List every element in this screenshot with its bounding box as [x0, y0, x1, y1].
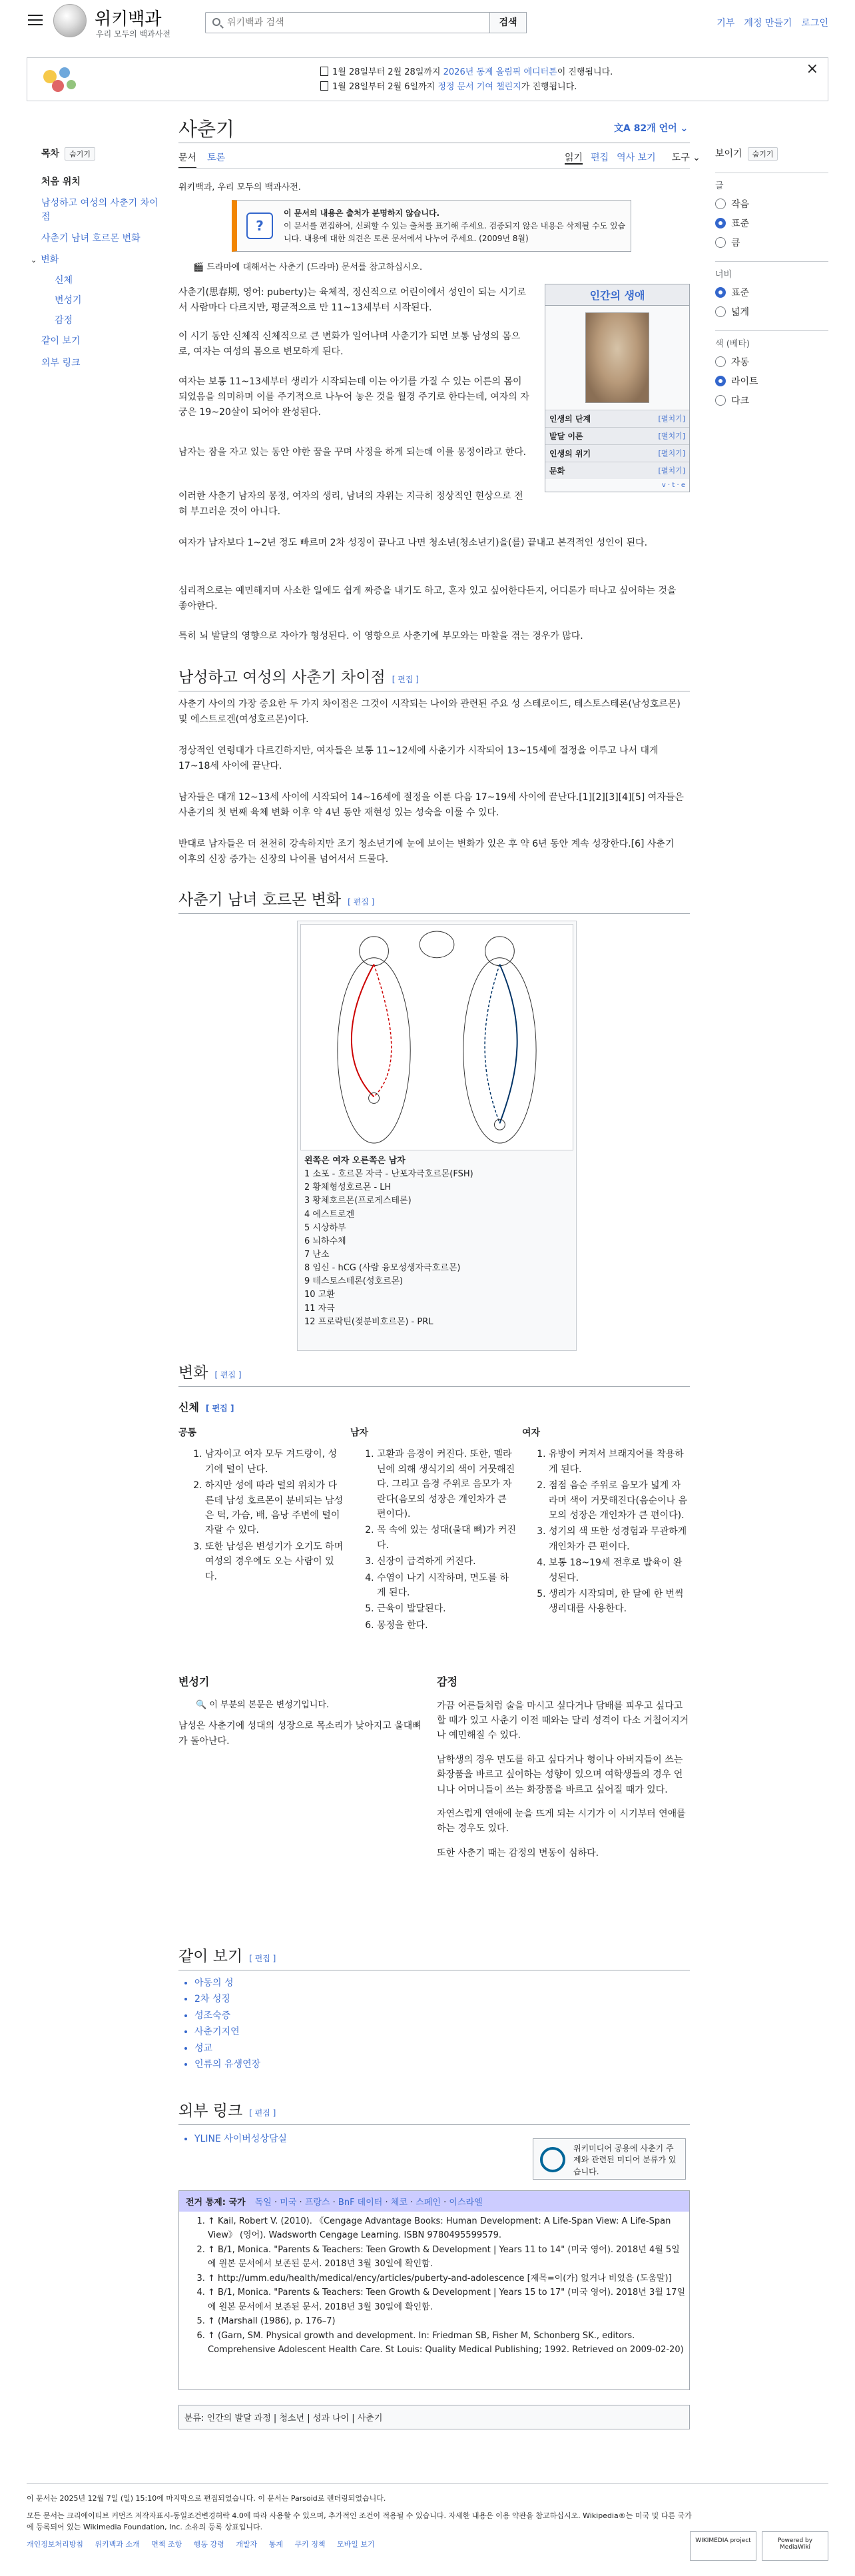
donate-link[interactable]: 기부: [716, 18, 735, 29]
list-item: 6. 몽정을 한다.: [377, 1618, 517, 1633]
list-item: 5. 근육이 발달된다.: [377, 1601, 517, 1616]
divider: [27, 2483, 828, 2484]
subsection-heading: 감정: [437, 1675, 457, 1688]
reference-item: 6. ↑ (Garn, SM. Physical growth and development. In: Friedman SB, Fisher M, Schonberg SK., editors. Comprehensive Adolescent Health Care. St Louis: Quality Medical Publishing; 1992. Retrieved on 2009-02-20): [208, 2329, 687, 2358]
magnifier-icon: 🔍: [196, 1699, 210, 1710]
intro-paragraph: 남자는 잠을 자고 있는 동안 야한 꿈을 꾸며 사정을 하게 되는데 이를 몽정이라고 한다.: [178, 447, 527, 458]
tab-edit[interactable]: 편집: [591, 153, 609, 163]
mediawiki-badge[interactable]: Powered by MediaWiki: [762, 2531, 828, 2561]
notice-line-1: 1월 28일부터 2월 28일까지 2026년 동계 올림픽 에디터톤이 진행됩니다.: [320, 65, 613, 77]
see-also-link[interactable]: • 사춘기지연: [194, 2024, 445, 2039]
footer-link[interactable]: 개발자: [236, 2539, 258, 2549]
footer-link[interactable]: 개인정보처리방침: [27, 2539, 84, 2549]
footer-link[interactable]: 통계: [268, 2539, 283, 2549]
reference-item: 5. ↑ (Marshall (1986), p. 176–7): [208, 2314, 687, 2328]
wikimedia-badge[interactable]: WIKIMEDIA project: [690, 2531, 756, 2561]
change-list: [350, 1447, 517, 1633]
color-dark-radio[interactable]: 다크: [715, 394, 828, 407]
list-item: 4. 수염이 나기 시작하며, 면도를 하게 된다.: [377, 1571, 517, 1601]
license-text: 모든 문서는 크리에이티브 커먼즈 저작자표시-동일조건변경허락 4.0에 따라 사용할 수 있으며, 추가적인 조건이 적용될 수 있습니다. 자세한 내용은 이용 약관을 참고하십시오. Wikipedia®는 미국 및 다른 국가에 등록되어 있는 Wikimedia Foundation, Inc. 소유의 등록 상표입니다.: [27, 2511, 692, 2532]
site-name[interactable]: 위키백과: [95, 9, 162, 29]
caption-head: 왼쪽은 여자 오른쪽은 남자: [304, 1156, 406, 1166]
external-list: [178, 2132, 445, 2148]
voice-section: [178, 1673, 425, 1749]
chevron-down-icon[interactable]: ⌄: [31, 256, 37, 265]
appearance-hide-button[interactable]: 숨기기: [748, 147, 778, 161]
see-also-link[interactable]: • 2차 성징: [194, 1992, 445, 2006]
edit-link[interactable]: [ 편집 ]: [392, 675, 419, 684]
fetus-image[interactable]: [585, 312, 649, 403]
caption-item: 11 자극: [304, 1303, 335, 1314]
caption-item: 6 뇌하수체: [304, 1236, 346, 1246]
external-link[interactable]: • YLINE 사이버성상담실: [194, 2132, 445, 2146]
navbox-links[interactable]: v · t · e: [661, 482, 685, 489]
divider: [178, 168, 690, 169]
hormone-figure: [297, 921, 577, 1351]
wikipedia-logo[interactable]: [53, 4, 87, 37]
search-icon: [212, 18, 220, 26]
section-paragraph: 사춘기 사이의 가장 중요한 두 가지 차이점은 그것이 시작되는 나이와 관련된 주요 성 스테로이드, 테스토스테론(남성호르몬) 및 에스트로겐(여성호르몬)이다.: [178, 699, 681, 725]
reference-item: 2. ↑ B/1, Monica. "Parents & Teachers: Teen Growth & Development | Years 11 to 14" (미국 영어). 2018년 4월 5일에 원본 문서에서 보존된 문서. 2018년 3월 30일에 확인함.: [208, 2243, 687, 2272]
refimprove-notice: [232, 200, 631, 252]
emotion-paragraph: 또한 사춘기 때는 감정의 변동이 심하다.: [437, 1847, 599, 1859]
figure-caption: [304, 1154, 571, 1329]
last-edited: 이 문서는 2025년 12월 7일 (일) 15:10에 마지막으로 편집되었습니다. 이 문서는 Parsoid로 렌더링되었습니다.: [27, 2494, 386, 2503]
color-auto-radio[interactable]: 자동: [715, 355, 828, 368]
infobox-row[interactable]: 인생의 위기 [펼치기]: [545, 444, 689, 462]
search-button[interactable]: 검색: [489, 12, 527, 33]
reference-item: 4. ↑ B/1, Monica. "Parents & Teachers: Teen Growth & Development | Years 15 to 17" (미국 영어). 2018년 3월 17일에 원본 문서에서 보존된 문서. 2018년 3월 30일에 확인함.: [208, 2286, 687, 2314]
column-heading: 여자: [522, 1428, 541, 1438]
edit-link[interactable]: [ 편집 ]: [249, 2108, 276, 2118]
list-item: 5. 생리가 시작되며, 한 달에 한 번씩 생리대를 사용한다.: [549, 1587, 689, 1617]
female-column: [522, 1426, 689, 1618]
section-heading: 사춘기 남녀 호르몬 변화 [ 편집 ]: [178, 887, 690, 914]
document-icon: [320, 81, 328, 91]
caption-item: 5 시상하부: [304, 1222, 346, 1233]
login-link[interactable]: 로그인: [801, 18, 828, 29]
main-menu-icon[interactable]: [28, 15, 43, 25]
infobox-row[interactable]: 발달 이론 [펼치기]: [545, 427, 689, 444]
caption-item: 9 테스토스테론(성호르몬): [304, 1276, 404, 1287]
authority-head: 전거 통제: 국가 독일 · 미국 · 프랑스 · BnF 데이터 · 체코 · 스페인 · 이스라엘: [179, 2191, 689, 2212]
drama-icon: 🎬: [193, 262, 207, 272]
see-also-link[interactable]: • 성조숙증: [194, 2008, 445, 2023]
tab-talk[interactable]: 토론: [207, 153, 226, 163]
toc-item-external[interactable]: 외부 링크: [41, 357, 81, 368]
intro-paragraph: 여자는 보통 11~13세부터 생리가 시작되는데 이는 아기를 가질 수 있는 어른의 몸이 되었음을 의미하며 이를 주기적으로 나누어 놓은 것을 월경 주기로 한다는데, 여자의 자궁은 19~20살이 되어야 완성된다.: [178, 376, 529, 418]
change-list: [522, 1447, 689, 1616]
footer-link[interactable]: 면책 조항: [151, 2539, 182, 2549]
close-icon[interactable]: ×: [806, 61, 818, 77]
caption-item: 1 소포 - 호르몬 자극 - 난포자극호르몬(FSH): [304, 1169, 473, 1180]
tab-history[interactable]: 역사 보기: [617, 153, 656, 163]
flowers-icon: [38, 62, 81, 97]
intro-paragraph: 여자가 남자보다 1~2년 정도 빠르며 2차 성징이 끝나고 나면 청소년(청소년기)을(를) 끝내고 본격적인 성인이 된다.: [178, 538, 648, 548]
intro-paragraph: 이 시기 동안 신체적 신체적으로 큰 변화가 일어나며 사춘기가 되면 보통 남성의 몸으로, 여자는 여성의 몸으로 변모하게 된다.: [178, 331, 521, 358]
subsection-heading: 신체 [ 편집 ]: [178, 1401, 234, 1414]
section-heading: 남성하고 여성의 사춘기 차이점 [ 편집 ]: [178, 665, 690, 691]
caption-item: 7 난소: [304, 1249, 330, 1260]
notice-line-2: 1월 28일부터 2월 6일까지 정정 문서 기여 챌린지가 진행됩니다.: [320, 79, 577, 92]
footer-link[interactable]: 모바일 보기: [336, 2539, 375, 2549]
edit-link[interactable]: [ 편집 ]: [348, 897, 375, 907]
list-item: 1. 고환과 음경이 커진다. 또한, 멜라닌에 의해 생식기의 색이 거뭇해진다. 그리고 음경 주위로 음모가 자란다(음모의 성장은 개인차가 큰 편이다).: [377, 1447, 517, 1521]
list-item: 2. 점점 음순 주위로 음모가 넓게 자라며 색이 거뭇해진다(음순이나 음모의 성장은 개인차가 큰 편이다).: [549, 1478, 689, 1523]
create-account-link[interactable]: 계정 만들기: [744, 18, 792, 29]
caption-item: 2 황체형성호르몬 - LH: [304, 1182, 392, 1193]
authority-link[interactable]: 프랑스: [304, 2198, 330, 2208]
notice-text: 이 문서의 내용은 출처가 분명하지 않습니다. 이 문서를 편집하여, 신뢰할 수 있는 출처를 표기해 주세요. 검증되지 않은 내용은 삭제될 수도 있습니다. 내용에 대한 의견은 토론 문서에서 나누어 주세요. (2009년 8월): [284, 209, 626, 244]
site-header: [0, 0, 855, 43]
toc-title: 목차 숨기기: [41, 147, 161, 161]
infobox-title[interactable]: 인간의 생애: [545, 284, 689, 306]
text-size-label: 글: [715, 173, 828, 191]
document-icon: [320, 67, 328, 76]
footer-link[interactable]: 위키백과 소개: [95, 2539, 140, 2549]
commons-text[interactable]: 위키미디어 공용에 사춘기 주제와 관련된 미디어 분류가 있습니다.: [573, 2144, 677, 2176]
list-item: 4. 보통 18~19세 전후로 발육이 완성된다.: [549, 1555, 689, 1585]
namespace-tabs: [178, 151, 236, 164]
tab-read[interactable]: 읽기: [565, 153, 583, 163]
toc-item-top[interactable]: 처음 위치: [41, 177, 81, 187]
authority-link[interactable]: BnF 데이터: [338, 2198, 383, 2208]
toc-item-voice[interactable]: 변성기: [55, 295, 82, 306]
question-book-icon: ?: [246, 213, 273, 239]
caption-item: 8 임신 - hCG (사람 융모성생자극호르몬): [304, 1263, 461, 1274]
intro-paragraph: 특히 뇌 발달의 영향으로 자아가 형성된다. 이 영향으로 사춘기에 부모와는 마찰을 겪는 경우가 많다.: [178, 631, 583, 642]
emotion-paragraph: 자연스럽게 연애에 눈을 뜨게 되는 시기가 이 시기부터 연애를 하는 경우도 있다.: [437, 1808, 686, 1835]
list-item: 3. 신장이 급격하게 커진다.: [377, 1554, 517, 1569]
table-of-contents: [31, 147, 161, 370]
main-article-note: 🔍 이 부분의 본문은 변성기입니다.: [196, 1699, 330, 1710]
emotion-paragraph: 가끔 어른들처럼 술을 마시고 싶다거나 담배를 피우고 싶다고 할 때가 있고 사춘기 이전 때와는 달리 성격이 다소 거칠어지거나 예민해질 수 있다.: [437, 1700, 689, 1741]
section-paragraph: 남자들은 대개 12~13세 사이에 시작되어 14~16세에 절정을 이룬 다음 17~19세 사이에 끝난다.[1][2][3][4][5] 여자들은 사춘기의 첫 번째 육체 변화 이후 약 4년 동안 재현성 있는 성숙을 이룰 수 있다.: [178, 792, 684, 819]
authority-link[interactable]: 스페인: [416, 2198, 441, 2208]
commons-icon: [540, 2147, 565, 2172]
reference-item: 3. ↑ http://umm.edu/health/medical/ency/articles/puberty-and-adolescence [제목=이(가) 없거나 비었음 (도움말)]: [208, 2272, 687, 2286]
section-paragraph: 정상적인 연령대가 다르긴하지만, 여자들은 보통 11~12세에 사춘기가 시작되어 13~15세에 절정을 이루고 나서 대게 17~18세 사이에 끝난다.: [178, 745, 659, 772]
edit-link[interactable]: [ 편집 ]: [214, 1370, 242, 1380]
color-light-radio[interactable]: 라이트: [715, 374, 828, 388]
common-column: [178, 1426, 345, 1585]
intro-paragraph: 이러한 사춘기 남자의 몽정, 여자의 생리, 남녀의 자위는 지극히 정상적인 현상으로 전혀 부끄러운 것이 아니다.: [178, 491, 523, 518]
toc-item-emotion[interactable]: 감정: [55, 315, 73, 326]
width-standard-radio[interactable]: 표준: [715, 286, 828, 299]
tab-article[interactable]: 문서: [178, 153, 196, 169]
width-label: 너비: [715, 261, 828, 280]
subsection-heading: 변성기: [178, 1675, 210, 1688]
tools-menu[interactable]: 도구 ⌄: [671, 153, 701, 163]
hatnote: 🎬 드라마에 대해서는 사춘기 (드라마) 문서를 참고하십시오.: [193, 262, 423, 272]
infobox-row[interactable]: 문화 [펼치기]: [545, 462, 689, 479]
text-large-radio[interactable]: 큼: [715, 236, 828, 249]
user-links: [707, 16, 828, 29]
toc-hide-button[interactable]: 숨기기: [65, 147, 95, 161]
emotion-paragraph: 남학생의 경우 면도를 하고 싶다거나 형이나 아버지들이 쓰는 화장품을 바르고 싶어하는 성향이 있으며 여학생들의 경우 언니나 어머니들이 쓰는 화장품을 바르고 싶어질 때가 있다.: [437, 1754, 683, 1795]
list-item: 2. 목 속에 있는 성대(울대 뼈)가 커진다.: [377, 1523, 517, 1553]
footer-link[interactable]: 행동 강령: [193, 2539, 224, 2549]
list-item: 2. 하지만 성에 따라 털의 위치가 다른데 남성 호르몬이 분비되는 남성은 턱, 가슴, 배, 음낭 주변에 털이 자랄 수 있다.: [205, 1478, 345, 1538]
edit-link[interactable]: [ 편집 ]: [249, 1954, 276, 1963]
see-also-list: [178, 1976, 445, 2073]
caption-item: 10 고환: [304, 1290, 335, 1300]
category-links[interactable]: 분류: 인간의 발달 과정 | 청소년 | 성과 나이 | 사춘기: [178, 2405, 690, 2429]
list-item: 3. 성기의 색 또한 성경험과 무관하게 개인차가 큰 편이다.: [549, 1524, 689, 1554]
site-sub: 위키백과, 우리 모두의 백과사전.: [178, 183, 301, 193]
site-notice: [27, 57, 828, 101]
language-button[interactable]: 文A 82개 언어 ⌄: [614, 123, 689, 134]
caption-item: 12 프로락틴(젖분비호르몬) - PRL: [304, 1316, 433, 1327]
site-tagline: 우리 모두의 백과사전: [96, 29, 170, 39]
olympic-editathon-link[interactable]: 2026년 동계 올림픽 에디터톤: [443, 67, 557, 77]
voice-paragraph: 남성은 사춘기에 성대의 성장으로 목소리가 낮아지고 울대뼈가 돌아난다.: [178, 1721, 422, 1747]
color-label: 색 (베타): [715, 330, 828, 349]
list-item: 1. 남자이고 여자 모두 겨드랑이, 성기에 털이 난다.: [205, 1447, 345, 1477]
edit-link[interactable]: [ 편집 ]: [205, 1404, 234, 1413]
toc-item-change[interactable]: ⌄ 변화: [31, 254, 59, 266]
see-also-link[interactable]: • 아동의 성: [194, 1976, 445, 1990]
section-paragraph: 반대로 남자들은 더 천천히 강속하지만 조기 청소년기에 눈에 보이는 변화가 있은 후 약 6년 동안 계속 성장한다.[6] 사춘기 이후의 신장 증가는 신장의 나이를 넘어서서 드물다.: [178, 839, 675, 865]
caption-item: 3 황체호르몬(프로게스테론): [304, 1196, 412, 1206]
authority-link[interactable]: 독일: [254, 2198, 272, 2208]
section-heading: 같이 보기 [ 편집 ]: [178, 1944, 690, 1970]
infobox: [545, 284, 690, 492]
column-heading: 남자: [350, 1428, 369, 1438]
footer-link[interactable]: 쿠키 정책: [294, 2539, 326, 2549]
intro-paragraph: 심리적으로는 예민해지며 사소한 일에도 쉽게 짜증을 내기도 하고, 혼자 있고 싶어한다든지, 어디론가 떠나고 싶어하는 것을 좋아한다.: [178, 586, 677, 612]
list-item: 3. 또한 남성은 변성기가 오기도 하며 여성의 경우에도 오는 사람이 있다.: [205, 1539, 345, 1584]
appearance-panel: [715, 147, 828, 407]
view-tabs: [557, 151, 701, 164]
text-standard-radio[interactable]: 표준: [715, 216, 828, 230]
toc-item-body[interactable]: 신체: [55, 275, 73, 286]
search-input[interactable]: [227, 13, 440, 33]
reference-item: 1. ↑ Kail, Robert V. (2010). 《Cengage Advantage Books: Human Development: A Life-Span View: A Life-Span View》 (영어). Wadsworth Cengage Learning. ISBN 9780495599579.: [208, 2214, 687, 2243]
intro-paragraph: 사춘기(思春期, 영어: puberty)는 육체적, 정신적으로 어린이에서 성인이 되는 시기로서 사람마다 다르지만, 평균적으로 만 11~13세부터 시작된다.: [178, 287, 527, 314]
emotion-section: [437, 1673, 690, 1861]
see-also-link[interactable]: • 성교: [194, 2041, 445, 2056]
references: [194, 2214, 687, 2357]
authority-link[interactable]: 미국: [280, 2198, 297, 2208]
list-item: 1. 유방이 커져서 브래지어를 착용하게 된다.: [549, 1447, 689, 1477]
width-wide-radio[interactable]: 넓게: [715, 305, 828, 318]
caption-item: 4 에스트로겐: [304, 1209, 355, 1220]
hormone-diagram[interactable]: [300, 924, 573, 1150]
column-heading: 공통: [178, 1428, 197, 1438]
male-column: [350, 1426, 517, 1634]
section-heading: 변화 [ 편집 ]: [178, 1360, 690, 1387]
text-small-radio[interactable]: 작음: [715, 197, 828, 211]
search-box[interactable]: [205, 12, 493, 33]
toc-item-difference[interactable]: 남성하고 여성의 사춘기 차이점: [41, 198, 158, 222]
infobox-row[interactable]: 인생의 단계 [펼치기]: [545, 410, 689, 427]
toc-item-hormone[interactable]: 사춘기 남녀 호르몬 변화: [41, 232, 141, 244]
authority-link[interactable]: 이스라엘: [449, 2198, 483, 2208]
authority-link[interactable]: 체코: [390, 2198, 408, 2208]
section-heading: 외부 링크 [ 편집 ]: [178, 2098, 690, 2125]
translate-icon: 文A: [614, 123, 634, 134]
commons-box: [533, 2138, 686, 2180]
page-title: 사춘기: [178, 118, 235, 141]
see-also-link[interactable]: • 인류의 유생연장: [194, 2057, 445, 2072]
appearance-title: 보이기 숨기기: [715, 147, 828, 161]
toc-item-see-also[interactable]: 같이 보기: [41, 336, 81, 347]
change-list: [178, 1447, 345, 1584]
challenge-link[interactable]: 정정 문서 기여 챌린지: [437, 82, 521, 92]
